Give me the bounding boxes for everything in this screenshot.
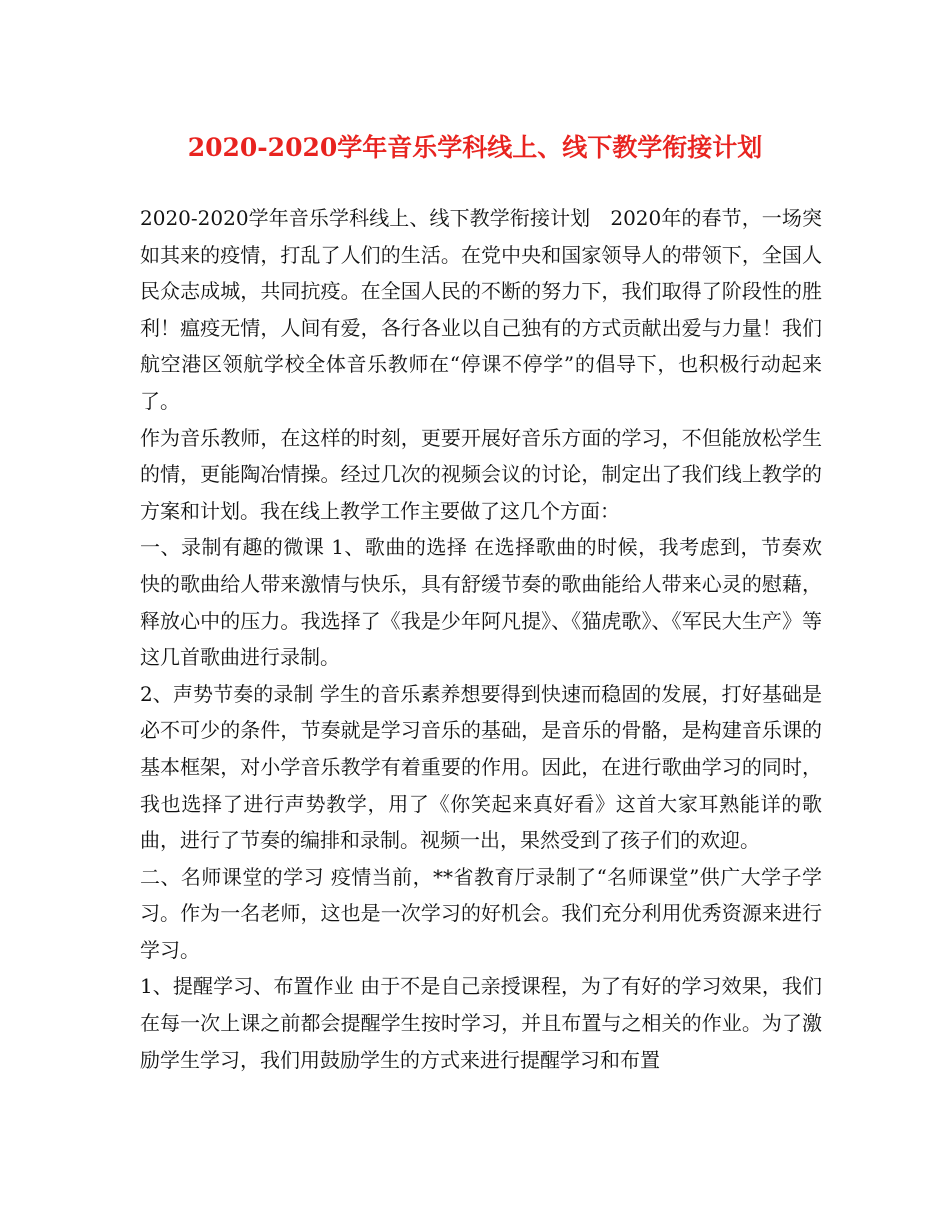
- paragraph-teacher-role: 作为音乐教师，在这样的时刻，更要开展好音乐方面的学习，不但能放松学生的情，更能陶冶情操。经过几次的视频会议的讨论，制定出了我们线上教学的方案和计划。我在线上教学工作主要做了这几个方面：: [140, 425, 822, 523]
- document-body: [140, 200, 822, 1078]
- paragraph-rhythm-recording: 2、声势节奏的录制 学生的音乐素养想要得到快速而稳固的发展，打好基础是必不可少的条件，节奏就是学习音乐的基础，是音乐的骨骼，是构建音乐课的基本框架，对小学音乐教学有着重要的作用。因此，在进行歌曲学习的同时，我也选择了进行声势教学，用了《你笑起来真好看》这首大家耳熟能详的歌曲，进行了节奏的编排和录制。视频一出，果然受到了孩子们的欢迎。: [140, 681, 822, 853]
- paragraph-intro: 2020-2020学年音乐学科线上、线下教学衔接计划 2020年的春节，一场突如其来的疫情，打乱了人们的生活。在党中央和国家领导人的带领下，全国人民众志成城，共同抗疫。在全国人民的不断的努力下，我们取得了阶段性的胜利！瘟疫无情，人间有爱，各行各业以自己独有的方式贡献出爱与力量！我们航空港区领航学校全体音乐教师在“停课不停学”的倡导下，也积极行动起来了。: [140, 206, 822, 413]
- paragraph-reminders-homework: 1、提醒学习、布置作业 由于不是自己亲授课程，为了有好的学习效果，我们在每一次上课之前都会提醒学生按时学习，并且布置与之相关的作业。为了激励学生学习，我们用鼓励学生的方式来进行提醒学习和布置: [140, 974, 822, 1072]
- paragraph-famous-teacher-class: 二、名师课堂的学习 疫情当前，**省教育厅录制了“名师课堂”供广大学子学习。作为一名老师，这也是一次学习的好机会。我们充分利用优秀资源来进行学习。: [140, 864, 822, 962]
- document-title: 2020-2020学年音乐学科线上、线下教学衔接计划: [187, 133, 763, 162]
- paragraph-micro-lessons: 一、录制有趣的微课 1、歌曲的选择 在选择歌曲的时候，我考虑到，节奏欢快的歌曲给人带来激情与快乐，具有舒缓节奏的歌曲能给人带来心灵的慰藉，释放心中的压力。我选择了《我是少年阿凡提》、《猫虎歌》、《军民大生产》等这几首歌曲进行录制。: [140, 535, 822, 670]
